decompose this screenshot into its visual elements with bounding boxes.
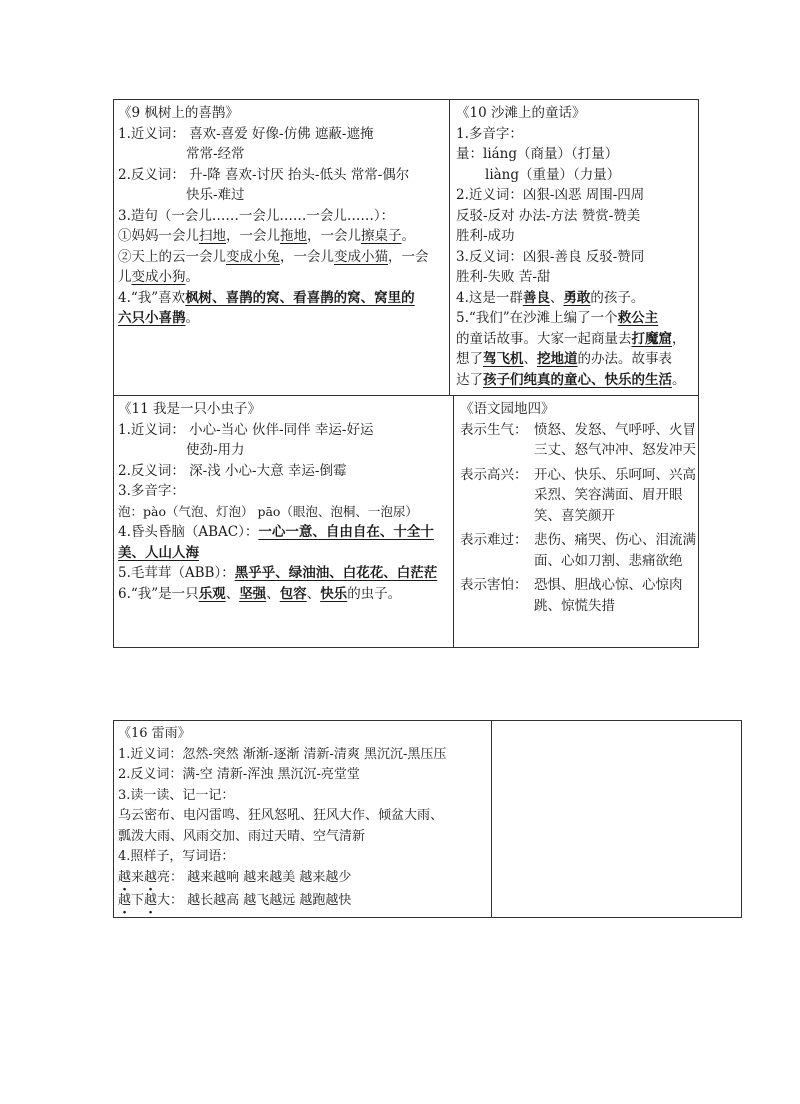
lesson-11-polyphone-pao: 泡：pào（气泡、灯泡） pāo（眼泡、泡桐、一泡尿）	[118, 503, 418, 519]
lesson-9-cell	[118, 103, 448, 329]
lesson-16-title: 《16 雷雨》	[118, 726, 191, 741]
lower-table-col-divider	[491, 720, 492, 918]
upper-table-col-divider-bottom	[453, 395, 454, 648]
lesson-9-item-4: 4.“我”喜欢枫树、喜鹊的窝、看喜鹊的窝、窝里的	[118, 289, 415, 306]
lesson-10-item-5-cont2: 想了驾飞机、挖地道的办法。故事表	[456, 351, 672, 367]
lesson-16-idioms-2: 瓢泼大雨、风雨交加、雨过天晴、空气清新	[118, 828, 366, 844]
lesson-11-abac-cont: 美、人山人海	[118, 544, 199, 561]
lesson-16-pattern-1: 越来越亮： 越来越响 越来越美 越来越少	[118, 869, 352, 885]
lesson-10-polyphone-liang2: 量：liáng（商量）（打量）	[456, 146, 619, 162]
lesson-10-item-5-cont3: 达了孩子们纯真的童心、快乐的生活。	[456, 371, 686, 388]
lesson-10-item-5: 5.“我们”在沙滩上编了一个救公主	[456, 310, 659, 326]
lesson-11-abac: 4.昏头昏脑（ABAC）：一心一意、自由自在、十全十	[118, 524, 434, 540]
emotion-afraid-words: 恐惧、胆战心惊、心惊肉跳、惊慌失措	[534, 577, 683, 614]
lesson-9-sentence-2: ②天上的云一会儿变成小兔，一会儿变成小猫，一会	[118, 248, 429, 265]
lesson-9-item-4-cont: 六只小喜鹊。	[118, 310, 199, 326]
emotion-afraid-label: 表示害怕：	[460, 577, 528, 593]
upper-table-col-divider-top	[449, 99, 450, 395]
lesson-9-sentence-heading: 3.造句（一会儿……一会儿……一会儿……）：	[118, 207, 395, 224]
lesson-10-title: 《10 沙滩上的童话》	[456, 105, 586, 121]
lesson-11-cell	[118, 399, 452, 604]
lesson-9-antonyms-cont: 快乐-难过	[186, 187, 245, 203]
lesson-10-cell	[456, 103, 698, 390]
emotion-happy-label: 表示高兴：	[460, 466, 528, 483]
lesson-11-polyphone: 3.多音字：	[118, 483, 185, 499]
lesson-10-item-4: 4.这是一群善良、勇敢的孩子。	[456, 289, 645, 306]
lesson-10-polyphone: 1.多音字：	[456, 125, 523, 142]
emotion-sad-row	[460, 530, 696, 571]
upper-table-row-divider	[113, 395, 699, 396]
lesson-10-synonyms-cont2: 胜利-成功	[456, 228, 515, 244]
lesson-10-antonyms: 3.反义词：凶狠-善良 反驳-赞同	[456, 248, 645, 265]
emotion-happy-row	[460, 465, 696, 527]
emotion-afraid-row	[460, 575, 696, 616]
lesson-11-title: 《11 我是一只小虫子》	[118, 401, 261, 417]
emotion-angry-row	[460, 420, 696, 461]
lesson-10-synonyms: 2.近义词：凶狠-凶恶 周围-四周	[456, 187, 645, 203]
lesson-16-synonyms: 1.近义词：忽然-突然 渐渐-逐渐 清新-清爽 黑沉沉-黑压压	[118, 746, 447, 762]
emotion-sad-words: 悲伤、痛哭、伤心、泪流满面、心如刀割、悲痛欲绝	[534, 532, 696, 569]
lesson-9-synonyms-cont: 常常-经常	[186, 146, 245, 162]
lesson-16-antonyms: 2.反义词：满-空 清新-浑浊 黑沉沉-亮堂堂	[118, 767, 360, 782]
lesson-10-synonyms-cont: 反驳-反对 办法-方法 赞赏-赞美	[456, 207, 641, 224]
lesson-10-antonyms-cont: 胜利-失败 苦-甜	[456, 269, 551, 285]
lesson-9-sentence-1: ①妈妈一会儿扫地，一会儿拖地，一会儿擦桌子。	[118, 228, 415, 244]
emotion-happy-words: 开心、快乐、乐呵呵、兴高采烈、笑容满面、眉开眼笑、喜笑颜开	[534, 466, 696, 524]
emotion-angry-label: 表示生气：	[460, 421, 528, 438]
lesson-11-antonyms: 2.反义词： 深-浅 小心-大意 幸运-倒霉	[118, 462, 347, 479]
lesson-11-synonyms: 1.近义词： 小心-当心 伙伴-同伴 幸运-好运	[118, 421, 374, 438]
emotion-sad-label: 表示难过：	[460, 532, 528, 548]
emotion-angry-words: 愤怒、发怒、气呼呼、火冒三丈、怒气冲冲、怒发冲天	[534, 421, 696, 458]
lesson-9-antonyms: 2.反义词： 升-降 喜欢-讨厌 抬头-低头 常常-偶尔	[118, 166, 410, 183]
yuwen-yuandi-title: 《语文园地四》	[460, 401, 555, 417]
lesson-16-pattern-2: 越下越大： 越长越高 越飞越远 越跑越快	[118, 893, 352, 908]
lesson-11-abb: 5.毛茸茸（ABB）：黑乎乎、绿油油、白花花、白茫茫	[118, 565, 438, 581]
lesson-16-pattern-heading: 4.照样子，写词语：	[118, 849, 235, 864]
lesson-16-read-remember: 3.读一读、记一记：	[118, 787, 235, 803]
lesson-9-title: 《9 枫树上的喜鹊》	[118, 105, 239, 121]
lesson-11-item-6: 6.“我”是一只乐观、坚强、包容、快乐的虫子。	[118, 585, 402, 602]
lesson-9-sentence-2-cont: 儿变成小狗。	[118, 269, 199, 285]
yuwen-yuandi-cell	[460, 399, 696, 616]
lesson-10-item-5-cont: 的童话故事。大家一起商量去打魔窟，	[456, 330, 686, 347]
lesson-11-synonyms-cont: 使劲-用力	[186, 442, 245, 458]
lesson-16-idioms-1: 乌云密布、电闪雷鸣、狂风怒吼、狂风大作、倾盆大雨、	[118, 808, 444, 823]
lesson-9-synonyms: 1.近义词： 喜欢-喜爱 好像-仿佛 遮蔽-遮掩	[118, 125, 374, 142]
lesson-16-cell	[118, 724, 490, 912]
lesson-10-polyphone-liang4: liàng（重量）（力量）	[485, 166, 621, 183]
